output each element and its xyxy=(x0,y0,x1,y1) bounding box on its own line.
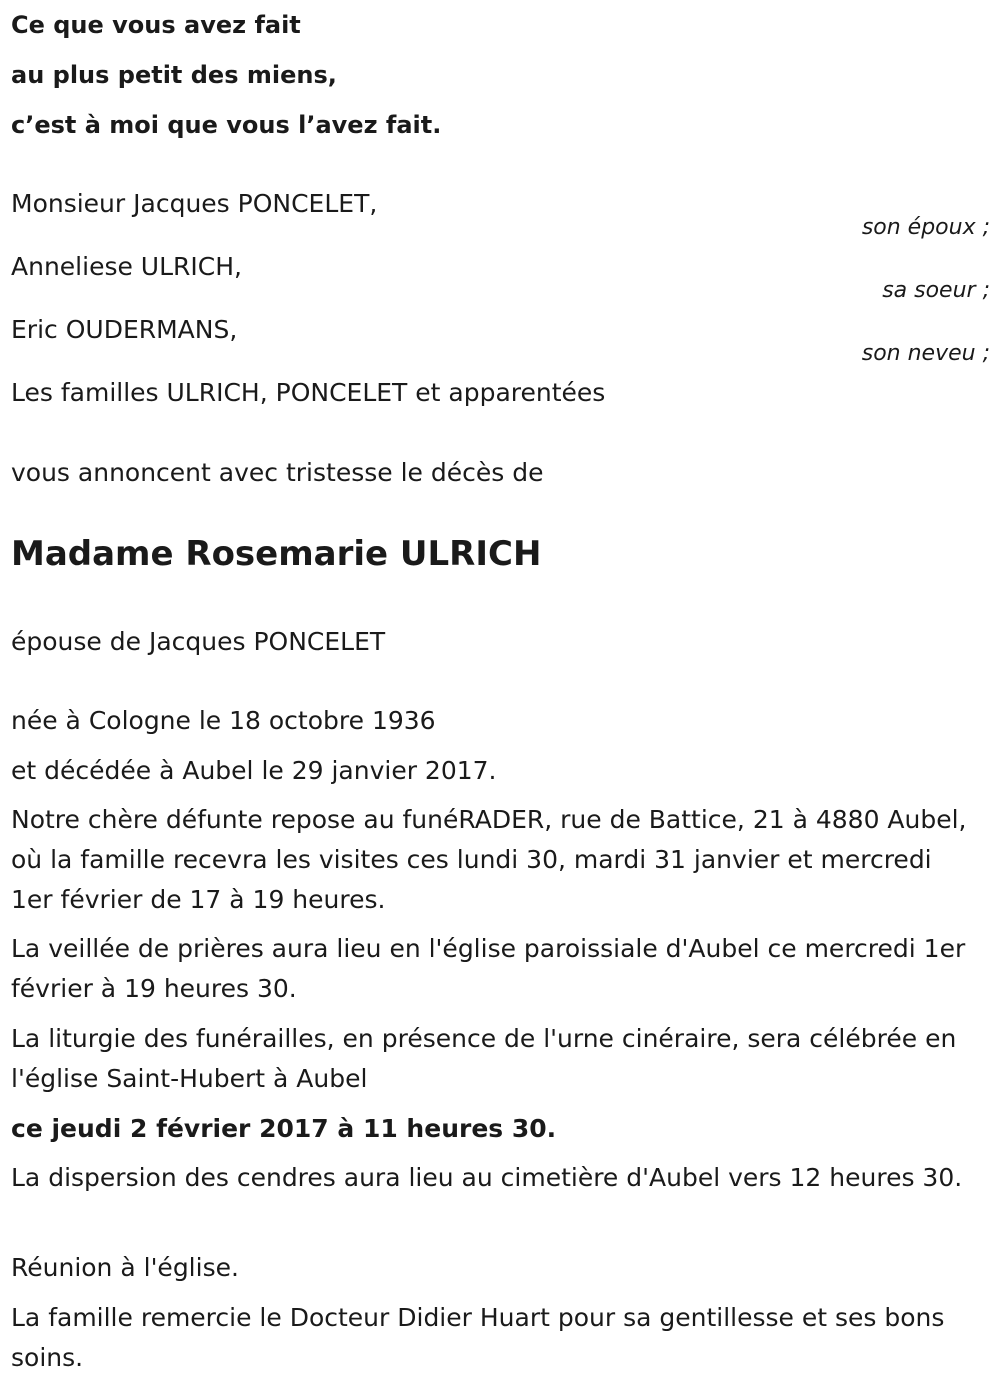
thanks-paragraph: La famille remercie le Docteur Didier Huart pour sa gentillesse et ses bons soins. xyxy=(11,1303,945,1372)
deceased-name: Madame Rosemarie ULRICH xyxy=(11,534,542,574)
birth-line: née à Cologne le 18 octobre 1936 xyxy=(11,706,436,735)
quote-line-3: c’est à moi que vous l’avez fait. xyxy=(11,111,442,139)
liturgy-date: ce jeudi 2 février 2017 à 11 heures 30. xyxy=(11,1114,557,1143)
announce-line: vous annoncent avec tristesse le décès de xyxy=(11,458,544,487)
family-member-name: Monsieur Jacques PONCELET, xyxy=(11,189,378,218)
liturgy-paragraph: La liturgie des funérailles, en présence de l'urne cinéraire, sera célébrée en l'église Saint-Hubert à Aubel xyxy=(11,1024,957,1093)
rest-paragraph: Notre chère défunte repose au funéRADER, rue de Battice, 21 à 4880 Aubel, où la famille recevra les visites ces lundi 30, mardi 31 janvier et mercredi 1er février de 17 à 19 heures. xyxy=(11,805,967,914)
death-line: et décédée à Aubel le 29 janvier 2017. xyxy=(11,756,497,785)
family-member-name: Eric OUDERMANS, xyxy=(11,315,238,344)
family-member-relation: son époux ; xyxy=(861,215,990,240)
quote-line-1: Ce que vous avez fait xyxy=(11,11,301,39)
quote-line-2: au plus petit des miens, xyxy=(11,61,337,89)
family-member-name: Anneliese ULRICH, xyxy=(11,252,242,281)
spouse-line: épouse de Jacques PONCELET xyxy=(11,627,386,656)
family-member-relation: sa soeur ; xyxy=(882,278,990,303)
ashes-paragraph: La dispersion des cendres aura lieu au cimetière d'Aubel vers 12 heures 30. xyxy=(11,1163,963,1192)
vigil-paragraph: La veillée de prières aura lieu en l'église paroissiale d'Aubel ce mercredi 1er février à 19 heures 30. xyxy=(11,934,966,1003)
meeting-paragraph: Réunion à l'église. xyxy=(11,1253,239,1282)
family-member-relation: son neveu ; xyxy=(861,341,990,366)
families-line: Les familles ULRICH, PONCELET et apparentées xyxy=(11,378,606,407)
